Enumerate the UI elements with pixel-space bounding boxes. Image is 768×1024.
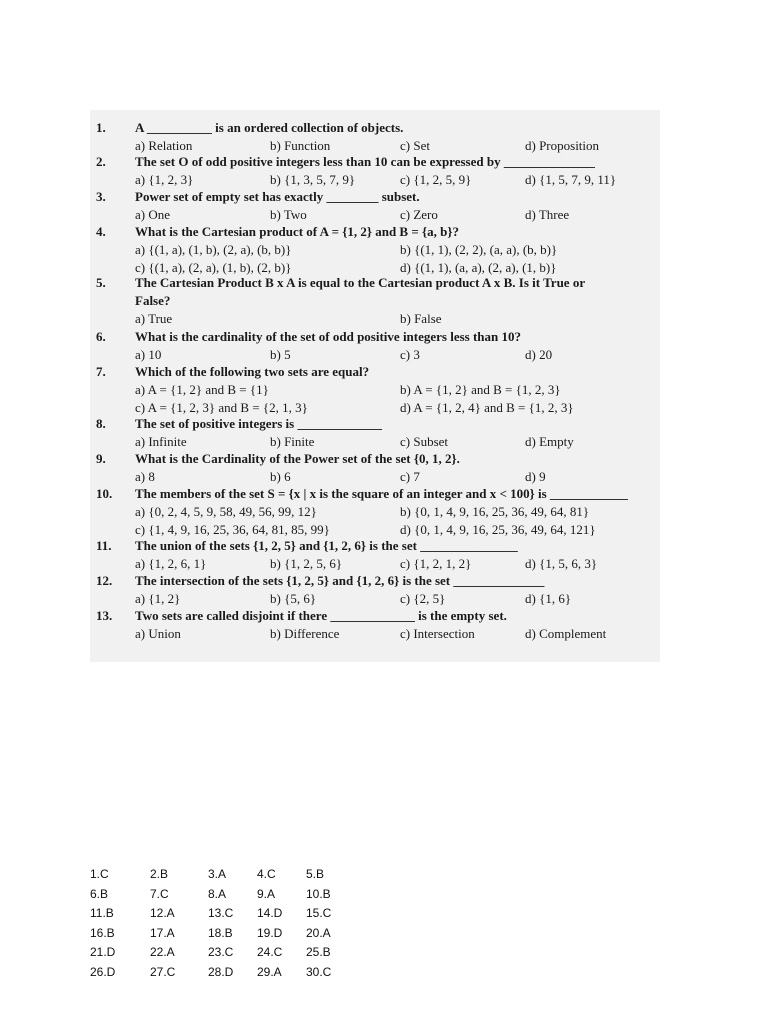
answer-option: b) {5, 6} — [270, 591, 317, 606]
answer-option: a) Infinite — [135, 434, 187, 449]
answer-key-entry: 26.D — [90, 964, 116, 979]
question-number: 9. — [96, 451, 106, 466]
question-number: 13. — [96, 608, 113, 623]
question-number: 6. — [96, 329, 106, 344]
answer-option: b) {1, 3, 5, 7, 9} — [270, 172, 356, 187]
answer-key-entry: 3.A — [208, 867, 227, 881]
answer-option: b) {0, 1, 4, 9, 16, 25, 36, 49, 64, 81} — [400, 504, 590, 519]
answer-key-entry: 14.D — [257, 906, 283, 920]
answer-option: c) Subset — [400, 434, 449, 449]
question-number: 3. — [96, 189, 106, 204]
answer-key-entry: 6.B — [90, 886, 109, 901]
question-text: The members of the set S = {x | x is the square of an integer and x < 100} is ____________ — [135, 486, 628, 501]
answer-key-entry: 19.D — [257, 925, 283, 940]
answer-option: c) Zero — [400, 207, 438, 222]
answer-option: a) One — [135, 207, 171, 222]
answer-option: a) True — [135, 311, 173, 326]
answer-key-entry: 13.C — [208, 906, 234, 920]
answer-key-entry: 7.C — [150, 886, 169, 901]
question-text: The union of the sets {1, 2, 5} and {1, 2, 6} is the set _______________ — [135, 538, 518, 553]
answer-key-entry: 1.C — [90, 867, 109, 881]
question-number: 5. — [96, 275, 106, 290]
scanned-question-sheet — [90, 110, 660, 662]
answer-option: d) {(1, 1), (a, a), (2, a), (1, b)} — [400, 260, 557, 275]
answer-key-entry: 30.C — [306, 964, 332, 979]
question-item — [90, 608, 660, 660]
answer-option: d) Proposition — [525, 138, 600, 153]
answer-option: a) {1, 2, 3} — [135, 172, 194, 187]
answer-key-entry: 11.B — [90, 906, 114, 920]
question-text: Power set of empty set has exactly ________ subset. — [135, 189, 420, 204]
answer-option: a) {0, 2, 4, 5, 9, 58, 49, 56, 99, 12} — [135, 504, 317, 519]
answer-key-entry: 5.B — [306, 867, 325, 881]
answer-option: d) 9 — [525, 469, 546, 484]
answer-key-entry: 20.A — [306, 925, 331, 940]
answer-option: d) {1, 5, 6, 3} — [525, 556, 598, 571]
answer-key-entry: 23.C — [208, 945, 234, 959]
question-text: The set of positive integers is _____________ — [135, 416, 382, 431]
question-number: 1. — [96, 120, 106, 135]
answer-option: b) A = {1, 2} and B = {1, 2, 3} — [400, 382, 561, 397]
answer-option: b) {1, 2, 5, 6} — [270, 556, 343, 571]
question-number: 11. — [96, 538, 112, 553]
question-number: 4. — [96, 224, 106, 239]
answer-key-entry: 28.D — [208, 964, 234, 979]
answer-option: b) Function — [270, 138, 331, 153]
answer-option: a) {(1, a), (1, b), (2, a), (b, b)} — [135, 242, 292, 257]
answer-option: a) {1, 2, 6, 1} — [135, 556, 207, 571]
answer-option: d) {0, 1, 4, 9, 16, 25, 36, 49, 64, 121} — [400, 522, 596, 537]
answer-key-entry: 17.A — [150, 925, 175, 940]
answer-option: c) 7 — [400, 469, 420, 484]
answer-key-entry: 10.B — [306, 886, 331, 901]
answer-option: a) 10 — [135, 347, 162, 362]
answer-option: c) Intersection — [400, 626, 475, 641]
answer-key-entry: 22.A — [150, 945, 175, 959]
question-item — [90, 364, 660, 416]
answer-option: d) 20 — [525, 347, 553, 362]
question-item — [90, 486, 660, 538]
answer-option: b) 6 — [270, 469, 291, 484]
question-text: The intersection of the sets {1, 2, 5} and {1, 2, 6} is the set ______________ — [135, 573, 545, 588]
question-number: 10. — [96, 486, 113, 501]
answer-key-entry: 18.B — [208, 925, 233, 940]
answer-key-entry: 27.C — [150, 964, 176, 979]
answer-option: b) False — [400, 311, 442, 326]
answer-option: d) {1, 6} — [525, 591, 572, 606]
answer-option: c) {(1, a), (2, a), (1, b), (2, b)} — [135, 260, 292, 275]
answer-option: c) {1, 4, 9, 16, 25, 36, 64, 81, 85, 99} — [135, 522, 330, 537]
answer-option: b) {(1, 1), (2, 2), (a, a), (b, b)} — [400, 242, 558, 257]
question-text: Two sets are called disjoint if there _____________ is the empty set. — [135, 608, 507, 623]
answer-option: a) A = {1, 2} and B = {1} — [135, 382, 269, 397]
answer-option: d) Three — [525, 207, 570, 222]
answer-option: d) Empty — [525, 434, 574, 449]
question-item — [90, 275, 660, 327]
answer-option: a) Union — [135, 626, 181, 641]
answer-key-entry: 4.C — [257, 867, 276, 881]
answer-key-entry: 9.A — [257, 886, 276, 901]
answer-key-entry: 29.A — [257, 964, 282, 979]
answer-option: d) {1, 5, 7, 9, 11} — [525, 172, 617, 187]
answer-option: b) Difference — [270, 626, 340, 641]
answer-option: c) {1, 2, 5, 9} — [400, 172, 472, 187]
answer-option: a) {1, 2} — [135, 591, 181, 606]
answer-key-entry: 8.A — [208, 886, 227, 901]
question-text: The Cartesian Product B x A is equal to the Cartesian product A x B. Is it True or — [135, 275, 586, 290]
question-number: 7. — [96, 364, 106, 379]
answer-option: c) {1, 2, 1, 2} — [400, 556, 472, 571]
answer-option: a) 8 — [135, 469, 155, 484]
answer-key-entry: 12.A — [150, 906, 175, 920]
answer-option: c) Set — [400, 138, 430, 153]
answer-option: c) A = {1, 2, 3} and B = {2, 1, 3} — [135, 400, 308, 415]
question-text: A __________ is an ordered collection of objects. — [135, 120, 404, 135]
answer-option: c) {2, 5} — [400, 591, 446, 606]
answer-key-entry: 21.D — [90, 945, 116, 959]
question-text: What is the Cardinality of the Power set of the set {0, 1, 2}. — [135, 451, 460, 466]
question-number: 8. — [96, 416, 106, 431]
answer-option: a) Relation — [135, 138, 193, 153]
answer-key-entry: 24.C — [257, 945, 283, 959]
question-text: What is the Cartesian product of A = {1, 2} and B = {a, b}? — [135, 224, 459, 239]
answer-key-entry: 2.B — [150, 867, 169, 881]
question-text: The set O of odd positive integers less than 10 can be expressed by ______________ — [135, 154, 595, 169]
question-text: Which of the following two sets are equal? — [135, 364, 370, 379]
question-text: What is the cardinality of the set of odd positive integers less than 10? — [135, 329, 522, 344]
answer-key-entry: 15.C — [306, 906, 332, 920]
answer-option: d) Complement — [525, 626, 607, 641]
question-item — [90, 224, 660, 276]
answer-key-entry: 16.B — [90, 925, 115, 940]
question-number: 12. — [96, 573, 113, 588]
answer-option: d) A = {1, 2, 4} and B = {1, 2, 3} — [400, 400, 574, 415]
answer-option: b) 5 — [270, 347, 291, 362]
question-text-continued: False? — [135, 293, 171, 308]
answer-key-entry: 25.B — [306, 945, 331, 959]
answer-option: b) Two — [270, 207, 307, 222]
answer-option: b) Finite — [270, 434, 315, 449]
question-number: 2. — [96, 154, 106, 169]
answer-option: c) 3 — [400, 347, 420, 362]
